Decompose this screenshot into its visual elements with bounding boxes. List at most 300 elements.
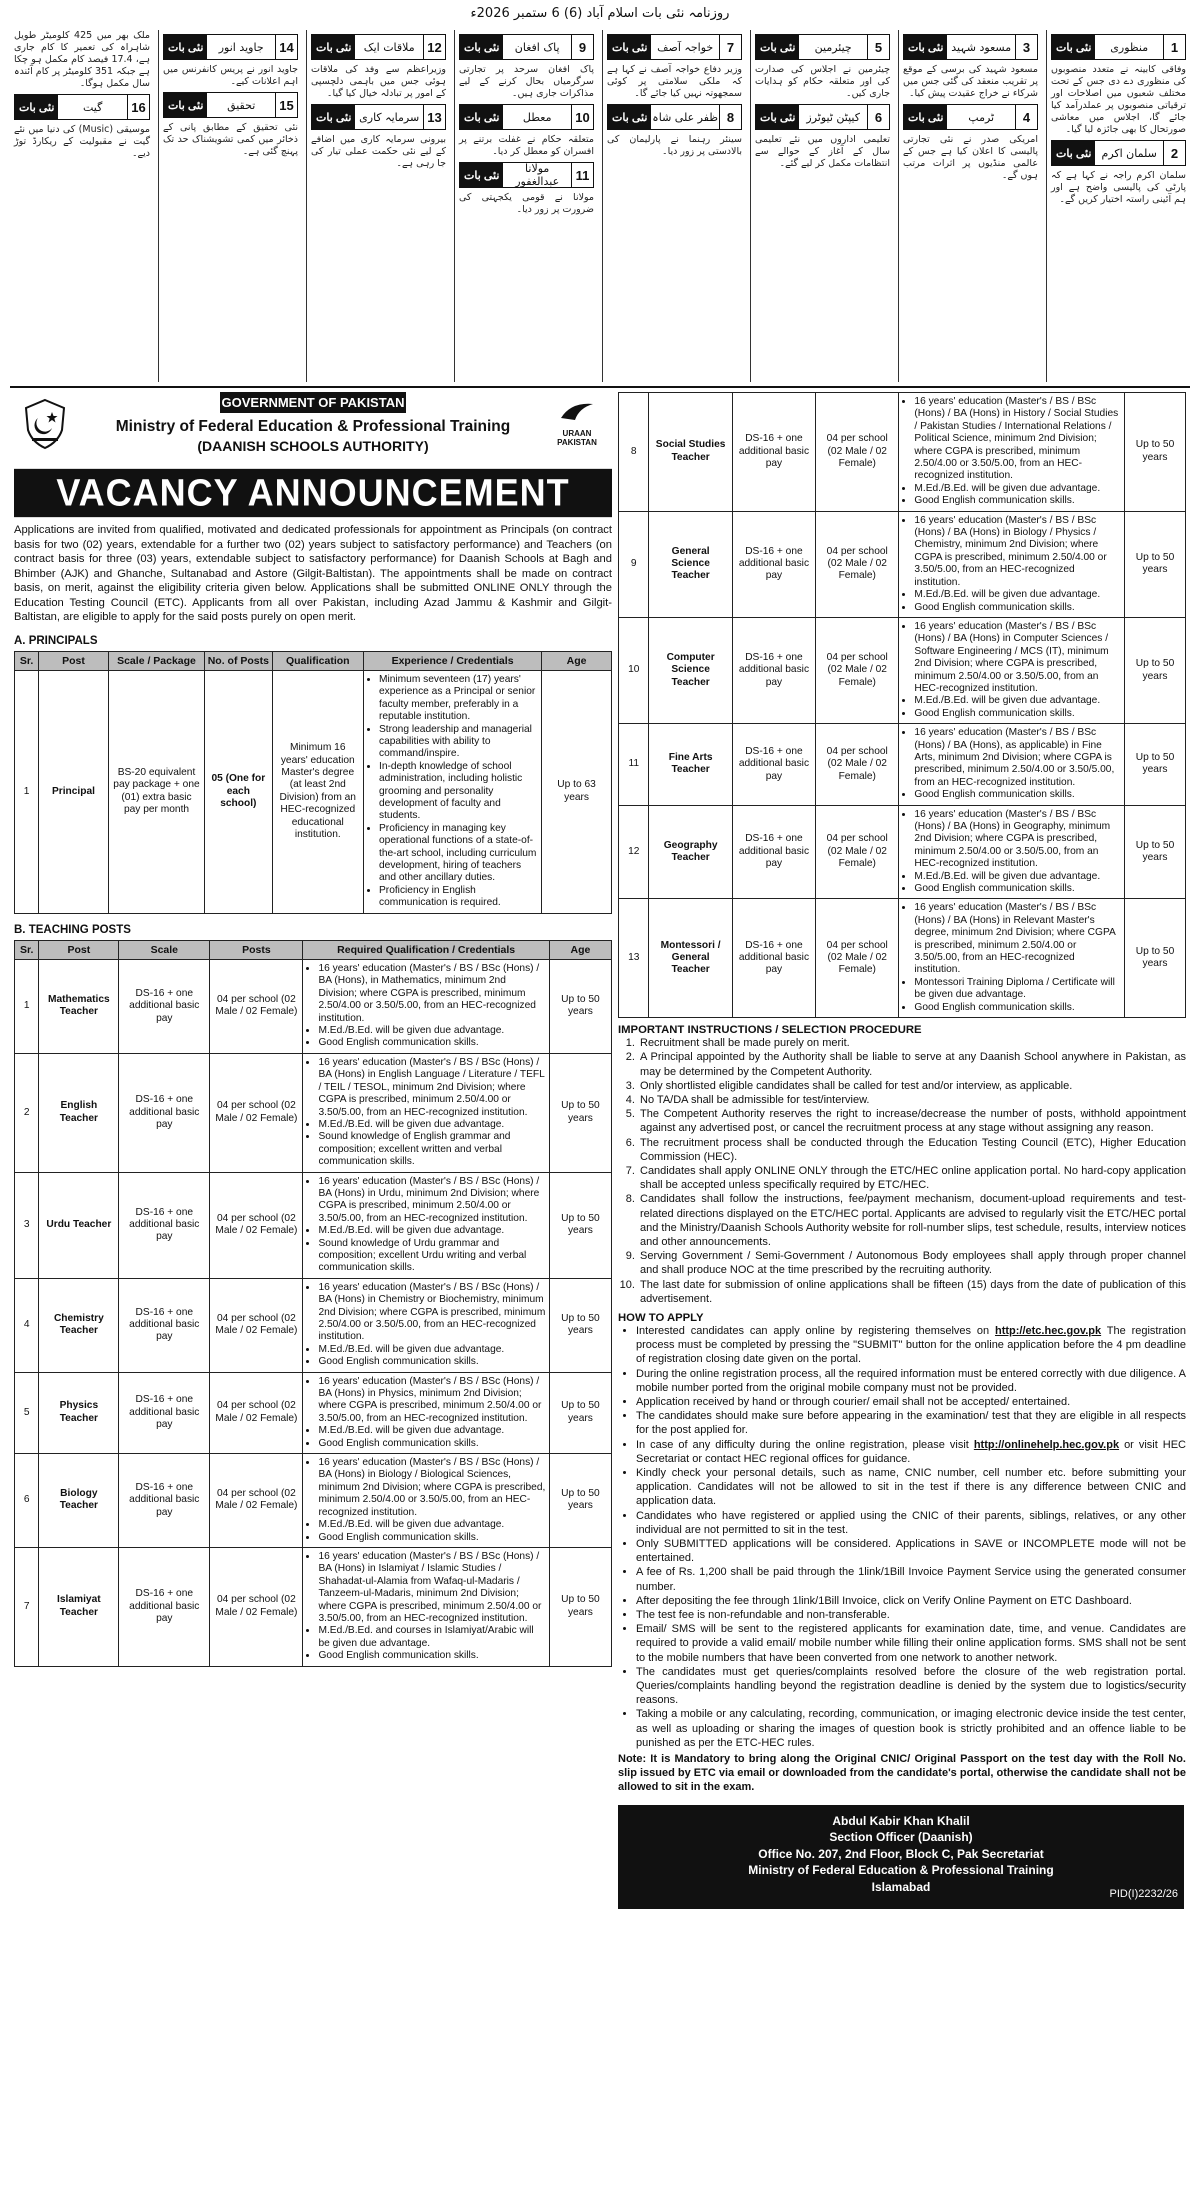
- news-item-number: 16: [127, 95, 149, 119]
- howto-item: • The candidates must get queries/complaints resolved before the closure of the web registration portal. Queries/complaints handling beyond the registration deadline is denied by the system due to logistics/security reasons.: [636, 1665, 1186, 1708]
- news-item-header: [607, 34, 742, 60]
- number-of-posts: 04 per school (02 Male / 02 Female): [816, 393, 899, 512]
- qualification-item: • M.Ed./B.Ed. will be given due advantage.: [318, 1344, 545, 1356]
- qualification-list: [306, 963, 545, 1050]
- qualification-cell: [899, 617, 1125, 723]
- pay-scale: BS-20 equivalent pay package + one (01) extra basic pay per month: [108, 670, 204, 913]
- section-divider: [10, 386, 1190, 388]
- instruction-item: 8. Candidates shall follow the instructions, fee/payment mechanism, document-upload requirements and test-related directions displayed on the ETC/HEC portal. Applicants are advised to regularly visit the ETC/HEC portal and the Ministry/Daanish Schools Authority website for roll-number slips, test schedule, results, interview notices and other announcements.: [638, 1192, 1186, 1249]
- age-limit: Up to 50 years: [1124, 393, 1185, 512]
- age-limit: Up to 63 years: [542, 670, 612, 913]
- age-limit: Up to 50 years: [1124, 724, 1185, 805]
- news-item-number: 9: [571, 35, 593, 59]
- news-item-header: [1051, 34, 1186, 60]
- ministry-name: Ministry of Federal Education & Professional Training: [115, 418, 511, 435]
- post-name: Computer Science Teacher: [649, 617, 732, 723]
- news-column: [306, 30, 450, 382]
- row-sr: 13: [619, 899, 649, 1018]
- table-row: [15, 670, 612, 913]
- news-item-text: بیرونی سرمایہ کاری میں اضافے کے لیے نئی حکمت عملی تیار کی جا رہی ہے۔: [311, 134, 446, 169]
- qualification-item: • Good English communication skills.: [318, 1438, 545, 1450]
- news-item-title: جاوید انور: [218, 40, 264, 54]
- news-item-text: امریکی صدر نے نئی تجارتی پالیسی کا اعلان کیا ہے جس کے عالمی منڈیوں پر اثرات مرتب ہوں گے۔: [903, 134, 1038, 181]
- qualification-item: • M.Ed./B.Ed. will be given due advantage.: [318, 1225, 545, 1237]
- qualification-cell: [899, 724, 1125, 805]
- post-name: General Science Teacher: [649, 511, 732, 617]
- qualification-item: • Good English communication skills.: [318, 1037, 545, 1049]
- table-row: [619, 899, 1186, 1018]
- pay-scale: DS-16 + one additional basic pay: [119, 1547, 210, 1666]
- row-sr: 9: [619, 511, 649, 617]
- number-of-posts: 04 per school (02 Male / 02 Female): [210, 1454, 303, 1548]
- qualification-item: • M.Ed./B.Ed. will be given due advantage.: [914, 589, 1121, 601]
- pid-number: PID(I)2232/26: [1109, 1888, 1178, 1901]
- news-kicker: نئی بات: [15, 95, 58, 119]
- post-name: Islamiyat Teacher: [39, 1547, 119, 1666]
- officer-name: Abdul Kabir Khan Khalil: [832, 1813, 970, 1828]
- age-limit: Up to 50 years: [1124, 899, 1185, 1018]
- qualification-cell: [303, 1454, 549, 1548]
- qualification-item: • 16 years' education (Master's / BS / BSc (Hons) / BA (Hons) in Biology / Physics / Chemistry, minimum 2nd Division; where CGPA is prescribed, minimum 2.50/4.00 or 3.50/5.00, from an HEC-recognized institution.: [914, 515, 1121, 589]
- news-item-header: [755, 104, 890, 130]
- news-item-number: 13: [423, 105, 445, 129]
- table-row: [15, 960, 612, 1054]
- row-sr: 12: [619, 805, 649, 899]
- row-sr: 8: [619, 393, 649, 512]
- newspaper-header: روزنامہ نئی بات اسلام آباد (6) 6 ستمبر 2026ء: [470, 6, 730, 21]
- news-item-header: [163, 34, 298, 60]
- howto-item: • Candidates who have registered or applied using the CNIC of their parents, siblings, relatives, or any other individual are not permitted to sit in the test.: [636, 1509, 1186, 1537]
- qualification-item: • Good English communication skills.: [318, 1356, 545, 1368]
- howto-title: HOW TO APPLY: [618, 1311, 704, 1324]
- number-of-posts: 04 per school (02 Male / 02 Female): [816, 899, 899, 1018]
- howto-item: • The test fee is non-refundable and non-transferable.: [636, 1608, 1186, 1622]
- signature-block: [618, 1805, 1184, 1909]
- age-limit: Up to 50 years: [549, 1547, 611, 1666]
- vacancy-advertisement: [14, 392, 1186, 2192]
- table-row: [619, 805, 1186, 899]
- howto-item: • Only SUBMITTED applications will be considered. Applications in SAVE or INCOMPLETE mode will not be entertained.: [636, 1537, 1186, 1565]
- qualification-item: • M.Ed./B.Ed. will be given due advantage.: [318, 1425, 545, 1437]
- number-of-posts: 04 per school (02 Male / 02 Female): [210, 1053, 303, 1172]
- column-header: Experience / Credentials: [364, 651, 542, 670]
- post-name: Social Studies Teacher: [649, 393, 732, 512]
- portal-link[interactable]: http://onlinehelp.hec.gov.pk: [973, 1438, 1120, 1451]
- news-item-title: ٹرمپ: [968, 110, 995, 124]
- qualification-item: • Good English communication skills.: [318, 1650, 545, 1662]
- qualification-item: • M.Ed./B.Ed. and courses in Islamiyat/Arabic will be given due advantage.: [318, 1625, 545, 1650]
- principals-title: A. PRINCIPALS: [14, 634, 98, 647]
- news-item-title: مسعود شہید: [951, 40, 1012, 54]
- ad-left-column: [14, 392, 612, 1667]
- qualification-item: • Good English communication skills.: [914, 883, 1121, 895]
- experience-item: • Strong leadership and managerial capabilities with ability to command/inspire.: [379, 724, 538, 761]
- howto-item: • A fee of Rs. 1,200 shall be paid through the 1link/1Bill Invoice Payment Service using the generated consumer number.: [636, 1565, 1186, 1593]
- howto-item: • During the online registration process, all the required information must be entered correctly with due diligence. A mobile number ported from the original mobile company must not be provided.: [636, 1367, 1186, 1395]
- news-column: [750, 30, 894, 382]
- row-sr: 10: [619, 617, 649, 723]
- news-item-header: [459, 162, 594, 188]
- qualification-list: [902, 727, 1121, 801]
- news-item-text: چیئرمین نے اجلاس کی صدارت کی اور متعلقہ حکام کو ہدایات جاری کیں۔: [755, 64, 890, 99]
- qualification-item: • 16 years' education (Master's / BS / BSc (Hons) / BA (Hons), in Mathematics, minimum 2nd Division; where CGPA is prescribed, minimum 2.50/4.00 or 3.50/5.00, from an HEC-recognized institution.: [318, 963, 545, 1025]
- column-header: Scale: [119, 940, 210, 959]
- instruction-item: 10. The last date for submission of online applications shall be fifteen (15) days from the date of publication of this advertisement.: [638, 1278, 1186, 1306]
- number-of-posts: 04 per school (02 Male / 02 Female): [210, 1278, 303, 1372]
- qualification-item: • Montessori Training Diploma / Certificate will be given due advantage.: [914, 977, 1121, 1002]
- news-item-number: 2: [1163, 141, 1185, 165]
- news-kicker: نئی بات: [904, 105, 947, 129]
- news-item-text: متعلقہ حکام نے غفلت برتنے پر افسران کو معطل کر دیا۔: [459, 134, 594, 157]
- news-item-header: [14, 94, 150, 120]
- news-kicker: نئی بات: [312, 35, 355, 59]
- instructions-list: [618, 1036, 1186, 1306]
- news-item-number: 1: [1163, 35, 1185, 59]
- news-item-title: ملاقات ایک: [363, 40, 415, 54]
- number-of-posts: 04 per school (02 Male / 02 Female): [210, 960, 303, 1054]
- news-item-number: 8: [719, 105, 741, 129]
- news-kicker: نئی بات: [164, 93, 207, 117]
- column-header: Age: [549, 940, 611, 959]
- qualification-list: [306, 1376, 545, 1450]
- qualification-list: [306, 1282, 545, 1369]
- mandatory-note: Note: It is Mandatory to bring along the Original CNIC/ Original Passport on the test day with the Roll No. slip issued by ETC via email or downloaded from the candidate's portal, otherwise the candidate shall not be allowed to sit in the exam.: [618, 1753, 1187, 1794]
- number-of-posts: 05 (One for each school): [205, 670, 272, 913]
- uraan-label: URAAN PAKISTAN: [557, 429, 597, 447]
- qualification-item: • Good English communication skills.: [914, 495, 1121, 507]
- qualification-item: • Sound knowledge of English grammar and composition; excellent written and verbal communication skills.: [318, 1131, 545, 1168]
- experience-item: • Proficiency in English communication is required.: [379, 885, 538, 910]
- qualification-cell: [899, 805, 1125, 899]
- qualification-item: • 16 years' education (Master's / BS / BSc (Hons) / BA (Hons) in History / Social Studies / Pakistan Studies / International Relations / Political Science, minimum 2nd Division; where CGPA is prescribed, minimum 2.50/4.00 or 3.50/5.00, from an HEC-recognized institution.: [914, 396, 1121, 483]
- column-header: Qualification: [272, 651, 363, 670]
- howto-item: • Interested candidates can apply online by registering themselves on http://etc.hec.gov.pk The registration process must be completed by pressing the "SUBMIT" button for the online application before the 4 pm deadline of registration closing date given on the portal.: [636, 1324, 1186, 1367]
- age-limit: Up to 50 years: [1124, 617, 1185, 723]
- row-sr: 7: [15, 1547, 39, 1666]
- number-of-posts: 04 per school (02 Male / 02 Female): [816, 805, 899, 899]
- qualification-item: • M.Ed./B.Ed. will be given due advantage.: [318, 1519, 545, 1531]
- row-sr: 1: [15, 960, 39, 1054]
- news-item-header: [607, 104, 742, 130]
- qualification-cell: [303, 1053, 549, 1172]
- news-column: [1046, 30, 1190, 382]
- qualification-item: • M.Ed./B.Ed. will be given due advantage.: [318, 1025, 545, 1037]
- post-name: Mathematics Teacher: [39, 960, 119, 1054]
- row-sr: 6: [15, 1454, 39, 1548]
- news-item-number: 7: [719, 35, 741, 59]
- row-sr: 5: [15, 1372, 39, 1453]
- row-sr: 2: [15, 1053, 39, 1172]
- news-item-header: [311, 104, 446, 130]
- number-of-posts: 04 per school (02 Male / 02 Female): [210, 1547, 303, 1666]
- post-name: English Teacher: [39, 1053, 119, 1172]
- signature-city: Islamabad: [871, 1879, 931, 1894]
- howto-list: [618, 1324, 1186, 1750]
- post-name: Urdu Teacher: [39, 1172, 119, 1278]
- ad-header: [14, 392, 612, 462]
- news-item-number: 4: [1015, 105, 1037, 129]
- news-kicker: نئی بات: [608, 35, 651, 59]
- news-kicker: نئی بات: [756, 35, 799, 59]
- howto-item: • After depositing the fee through 1link/1Bill Invoice, click on Verify Online Payment on ETC Dashboard.: [636, 1594, 1186, 1608]
- column-header: Post: [39, 940, 119, 959]
- qualification-item: • 16 years' education (Master's / BS / BSc (Hons) / BA (Hons) in Islamiyat / Islamic Studies / Shahadat-ul-Alamia from Wafaq-ul-Madaris / Tanzeem-ul-Madaris, minimum 2nd Division; where CGPA is prescribed, minimum 2.50/4.00 or 3.50/5.00, from an HEC-recognized institution.: [318, 1551, 545, 1625]
- authority-name: (DAANISH SCHOOLS AUTHORITY): [197, 438, 429, 454]
- number-of-posts: 04 per school (02 Male / 02 Female): [816, 724, 899, 805]
- news-item-text: وزیراعظم سے وفد کی ملاقات ہوئی جس میں باہمی دلچسپی کے امور پر تبادلہ خیال کیا گیا۔: [311, 64, 446, 99]
- news-item-number: 10: [571, 105, 593, 129]
- number-of-posts: 04 per school (02 Male / 02 Female): [210, 1372, 303, 1453]
- age-limit: Up to 50 years: [549, 1053, 611, 1172]
- officer-designation: Section Officer (Daanish): [829, 1830, 973, 1845]
- column-header: Sr.: [15, 651, 39, 670]
- news-column: [10, 30, 154, 382]
- age-limit: Up to 50 years: [549, 1278, 611, 1372]
- qualification-item: • 16 years' education (Master's / BS / BSc (Hons) / BA (Hons) in Urdu, minimum 2nd Division; where CGPA is prescribed, minimum 2.50/4.00 or 3.50/5.00, from an HEC-recognized institution.: [318, 1176, 545, 1226]
- news-item-title: معطل: [522, 110, 552, 124]
- news-kicker: نئی بات: [312, 105, 355, 129]
- news-item-number: 3: [1015, 35, 1037, 59]
- news-item-title: گیت: [83, 100, 103, 114]
- news-item-title: پاک افغان: [514, 40, 560, 54]
- qualification-cell: [303, 960, 549, 1054]
- number-of-posts: 04 per school (02 Male / 02 Female): [816, 511, 899, 617]
- qualification-item: • M.Ed./B.Ed. will be given due advantage.: [914, 871, 1121, 883]
- instruction-item: 1. Recruitment shall be made purely on merit.: [638, 1036, 1186, 1050]
- table-row: [619, 724, 1186, 805]
- column-header: Posts: [210, 940, 303, 959]
- news-item-title: ظفر علی شاہ: [652, 110, 719, 124]
- news-item-title: چیئرمین: [814, 40, 852, 54]
- news-item-title: منظوری: [1110, 40, 1149, 54]
- ad-right-column: [618, 392, 1186, 1909]
- qualification-item: • 16 years' education (Master's / BS / BSc (Hons) / BA (Hons) in Chemistry or Biochemistry, minimum 2nd Division; where CGPA is prescribed, minimum 2.50/4.00 or 3.50/5.00, from an HEC-recognized institution.: [318, 1282, 545, 1344]
- howto-item: • The candidates should make sure before appearing in the examination/ test that they are eligible in all respects for the post applied for.: [636, 1409, 1186, 1437]
- qualification-item: • Good English communication skills.: [914, 789, 1121, 801]
- howto-item: • Email/ SMS will be sent to the registered applicants for examination date, time, and venue. Candidates are required to provide a valid email/ mobile number while filling their online application forms. SMS shall not be sent to the mobile numbers that have been converted from one network to another network.: [636, 1622, 1186, 1665]
- table-row: [15, 1278, 612, 1372]
- qualification-item: • Good English communication skills.: [318, 1532, 545, 1544]
- instruction-item: 3. Only shortlisted eligible candidates shall be called for test and/or interview, as applicable.: [638, 1079, 1186, 1093]
- age-limit: Up to 50 years: [1124, 805, 1185, 899]
- pay-scale: DS-16 + one additional basic pay: [732, 393, 815, 512]
- qualification-item: • Good English communication skills.: [914, 602, 1121, 614]
- vacancy-banner: VACANCY ANNOUNCEMENT: [14, 469, 612, 517]
- table-row: [619, 511, 1186, 617]
- pay-scale: DS-16 + one additional basic pay: [732, 724, 815, 805]
- qualification-cell: [303, 1372, 549, 1453]
- news-item-title: کیپٹن ٹیوٹرز: [806, 110, 860, 124]
- news-item-header: [1051, 140, 1186, 166]
- age-limit: Up to 50 years: [549, 1172, 611, 1278]
- qualification-cell: [899, 899, 1125, 1018]
- pay-scale: DS-16 + one additional basic pay: [119, 1372, 210, 1453]
- news-item-title: مولانا عبدالغفور: [515, 162, 560, 188]
- qualification-item: • 16 years' education (Master's / BS / BSc (Hons) / BA (Hons), as applicable) in Fine Arts, minimum 2nd Division; where CGPA is prescribed, minimum 2.50/4.00 or 3.50/5.00, from an HEC-recognized institution.: [914, 727, 1121, 789]
- experience-item: • Minimum seventeen (17) years' experience as a Principal or senior faculty member, preferably in a reputable institution.: [379, 674, 538, 724]
- column-header: Post: [39, 651, 109, 670]
- experience-cell: [364, 670, 542, 913]
- qualification-cell: [303, 1278, 549, 1372]
- qualification-list: [902, 902, 1121, 1014]
- howto-item: • Kindly check your personal details, such as name, CNIC number, cell number etc. before submitting your application. Candidates will not be allowed to sit in the test if there is any difference between CNIC and application data.: [636, 1466, 1186, 1509]
- news-item-text: سلمان اکرم راجہ نے کہا ہے کہ پارٹی کی پالیسی واضح ہے اور ہم آئینی راستہ اختیار کریں گے۔: [1051, 170, 1186, 205]
- qualification-item: • 16 years' education (Master's / BS / BSc (Hons) / BA (Hons) in English Language / Literature / TEFL / TEIL / TESOL, minimum 2nd Division; where CGPA is prescribed, minimum 2.50/4.00 or 3.50/5.00, from an HEC-recognized institution.: [318, 1057, 545, 1119]
- instruction-item: 4. No TA/DA shall be admissible for test/interview.: [638, 1093, 1186, 1107]
- news-item-header: [163, 92, 298, 118]
- government-label: GOVERNMENT OF PAKISTAN: [220, 392, 406, 413]
- experience-item: • In-depth knowledge of school administration, including holistic grooming and personality development of faculty and students.: [379, 761, 538, 823]
- pay-scale: DS-16 + one additional basic pay: [119, 1172, 210, 1278]
- instruction-item: 7. Candidates shall apply ONLINE ONLY through the ETC/HEC online application portal. No hard-copy application shall be accepted unless specifically required by ETC/HEC.: [638, 1164, 1186, 1192]
- news-kicker: نئی بات: [608, 105, 651, 129]
- qualification-cell: [303, 1547, 549, 1666]
- post-name: Chemistry Teacher: [39, 1278, 119, 1372]
- qualification-item: • Sound knowledge of Urdu grammar and composition; excellent Urdu writing and verbal communication skills.: [318, 1238, 545, 1275]
- news-item-title: سرمایہ کاری: [359, 110, 420, 124]
- news-kicker: نئی بات: [1052, 35, 1095, 59]
- qualification-item: • 16 years' education (Master's / BS / BSc (Hons) / BA (Hons) in Computer Sciences / Software Engineering / MCS (IT), minimum 2nd Division; where CGPA is prescribed, minimum 2.50/4.00 or 3.50/5.00, from an HEC-recognized institution.: [914, 621, 1121, 695]
- news-item-text: ملک بھر میں 425 کلومیٹر طویل شاہراہ کی تعمیر کا کام جاری ہے، 17.4 فیصد کام مکمل ہو چکا ہے جبکہ 351 کلومیٹر پر کام آئندہ سال مکمل ہوگا۔: [14, 30, 151, 89]
- news-item-text: مولانا نے قومی یکجہتی کی ضرورت پر زور دیا۔: [459, 192, 594, 215]
- qualification-cell: [303, 1172, 549, 1278]
- news-kicker: نئی بات: [164, 35, 207, 59]
- column-header: Age: [542, 651, 612, 670]
- qualification-item: • 16 years' education (Master's / BS / BSc (Hons) / BA (Hons) in Geography, minimum 2nd Division; where CGPA is prescribed, minimum 2.50/4.00 or 3.50/5.00, from an HEC-recognized institution.: [914, 809, 1121, 871]
- row-sr: 1: [15, 670, 39, 913]
- pay-scale: DS-16 + one additional basic pay: [119, 1053, 210, 1172]
- table-row: [15, 1547, 612, 1666]
- qualification-list: [306, 1457, 545, 1544]
- qualification-item: • 16 years' education (Master's / BS / BSc (Hons) / BA (Hons) in Physics, minimum 2nd Division; where CGPA is prescribed, minimum 2.50/4.00 or 3.50/5.00, from an HEC-recognized institution.: [318, 1376, 545, 1426]
- pay-scale: DS-16 + one additional basic pay: [119, 960, 210, 1054]
- number-of-posts: 04 per school (02 Male / 02 Female): [816, 617, 899, 723]
- age-limit: Up to 50 years: [1124, 511, 1185, 617]
- news-item-header: [903, 104, 1038, 130]
- news-item-number: 15: [275, 93, 297, 117]
- qualification-list: [902, 515, 1121, 614]
- news-item-text: وفاقی کابینہ نے متعدد منصوبوں کی منظوری دے دی جس کے تحت مختلف شعبوں میں اصلاحات اور ترقیاتی منصوبوں پر عملدرآمد کیا جائے گا، اجلاس میں معاشی صورتحال کا بھی جائزہ لیا گیا۔: [1051, 64, 1186, 135]
- news-item-number: 14: [275, 35, 297, 59]
- row-sr: 11: [619, 724, 649, 805]
- signature-ministry: Ministry of Federal Education & Professional Training: [748, 1863, 1054, 1878]
- news-item-header: [459, 104, 594, 130]
- news-column: [602, 30, 746, 382]
- news-item-text: سینئر رہنما نے پارلیمان کی بالادستی پر زور دیا۔: [607, 134, 742, 157]
- teaching-table-left: [14, 940, 612, 1667]
- portal-link[interactable]: http://etc.hec.gov.pk: [994, 1324, 1102, 1337]
- urdu-news-strip: [10, 30, 1190, 382]
- intro-paragraph: Applications are invited from qualified, motivated and dedicated professionals for appointment as Principals (on contract basis for two (02) years, extendable for a further two (02) years subject to satisfactory performance) and Teachers (on contract basis for three (03) years, extendable subject to satisfactory performance) for Daanish Schools at Bagh and Bhimber (AJK) and Ghanche, Sultanabad and Astore (Gilgit-Baltistan). The appointments shall be made on contract basis, on merit, against the eligibility criteria given below. Applications shall be submitted ONLINE ONLY through the Education Testing Council (ETC). Applicants from all over Pakistan, including Azad Jammu & Kashmir and Gilgit-Baltistan, are eligible to apply for the said posts purely on open merit.: [14, 524, 612, 623]
- pay-scale: DS-16 + one additional basic pay: [119, 1278, 210, 1372]
- news-item-number: 11: [571, 163, 593, 187]
- qualification-list: [306, 1176, 545, 1275]
- news-item-number: 12: [423, 35, 445, 59]
- qualification-list: [306, 1057, 545, 1169]
- news-kicker: نئی بات: [756, 105, 799, 129]
- qualification-item: • 16 years' education (Master's / BS / BSc (Hons) / BA (Hons) in Relevant Master's degree, minimum 2nd Division; where CGPA is prescribed, minimum 2.50/4.00 or 3.50/5.00, from an HEC-recognized institution.: [914, 902, 1121, 976]
- news-item-number: 6: [867, 105, 889, 129]
- office-address: Office No. 207, 2nd Floor, Block C, Pak Secretariat: [758, 1846, 1044, 1861]
- table-row: [15, 1372, 612, 1453]
- table-row: [619, 393, 1186, 512]
- pay-scale: DS-16 + one additional basic pay: [732, 617, 815, 723]
- news-kicker: نئی بات: [460, 163, 503, 187]
- news-column: [898, 30, 1042, 382]
- post-name: Biology Teacher: [39, 1454, 119, 1548]
- qualification-item: • M.Ed./B.Ed. will be given due advantage.: [318, 1119, 545, 1131]
- news-column: [454, 30, 598, 382]
- pay-scale: DS-16 + one additional basic pay: [732, 511, 815, 617]
- row-sr: 4: [15, 1278, 39, 1372]
- qualification-item: • M.Ed./B.Ed. will be given due advantage.: [914, 695, 1121, 707]
- qualification-item: • M.Ed./B.Ed. will be given due advantage.: [914, 483, 1121, 495]
- number-of-posts: 04 per school (02 Male / 02 Female): [210, 1172, 303, 1278]
- teaching-table-right: [618, 392, 1186, 1018]
- table-row: [15, 1454, 612, 1548]
- news-column: [158, 30, 302, 382]
- news-item-title: سلمان اکرم: [1101, 146, 1157, 160]
- pay-scale: DS-16 + one additional basic pay: [732, 899, 815, 1018]
- post-name: Geography Teacher: [649, 805, 732, 899]
- instruction-item: 5. The Competent Authority reserves the right to increase/decrease the number of posts, withhold appointment against any advertised post, or cancel the recruitment process at any stage without assigning any reason.: [638, 1107, 1186, 1135]
- howto-item: • Application received by hand or through courier/ email shall not be accepted/ entertained.: [636, 1395, 1186, 1409]
- news-kicker: نئی بات: [460, 35, 503, 59]
- news-item-title: تحقیق: [227, 98, 256, 112]
- column-header: Required Qualification / Credentials: [303, 940, 549, 959]
- column-header: Scale / Package: [108, 651, 204, 670]
- qualification-cell: [899, 393, 1125, 512]
- news-item-text: پاک افغان سرحد پر تجارتی سرگرمیاں بحال کرنے کے لیے مذاکرات جاری ہیں۔: [459, 64, 594, 99]
- instructions-title: IMPORTANT INSTRUCTIONS / SELECTION PROCEDURE: [618, 1024, 922, 1037]
- qualification-item: • Good English communication skills.: [914, 1002, 1121, 1014]
- age-limit: Up to 50 years: [549, 1372, 611, 1453]
- age-limit: Up to 50 years: [549, 960, 611, 1054]
- pay-scale: DS-16 + one additional basic pay: [732, 805, 815, 899]
- principals-table: [14, 651, 612, 914]
- uraan-bird-icon: [557, 400, 597, 424]
- qualification-item: • 16 years' education (Master's / BS / BSc (Hons) / BA (Hons) in Biology / Biological Sciences, minimum 2nd Division; where CGPA is prescribed, minimum 2.50/4.00 or 3.50/5.00, from an HEC-recognized institution.: [318, 1457, 545, 1519]
- column-header: Sr.: [15, 940, 39, 959]
- instruction-item: 2. A Principal appointed by the Authority shall be liable to serve at any Daanish School anywhere in Pakistan, as may be determined by the Competent Authority.: [638, 1050, 1186, 1078]
- qualification-item: • Good English communication skills.: [914, 708, 1121, 720]
- news-item-number: 5: [867, 35, 889, 59]
- teaching-title: B. TEACHING POSTS: [14, 923, 131, 936]
- news-item-header: [311, 34, 446, 60]
- table-row: [15, 1053, 612, 1172]
- news-item-header: [903, 34, 1038, 60]
- instruction-item: 6. The recruitment process shall be conducted through the Education Testing Council (ETC), Higher Education Commission (HEC).: [638, 1136, 1186, 1164]
- state-emblem-icon: [22, 398, 68, 450]
- instruction-item: 9. Serving Government / Semi-Government / Autonomous Body employees shall apply through proper channel and shall produce NOC at the time prescribed by the recruiting authority.: [638, 1249, 1186, 1277]
- post-name: Fine Arts Teacher: [649, 724, 732, 805]
- news-item-text: نئی تحقیق کے مطابق پانی کے ذخائر میں کمی تشویشناک حد تک پہنچ گئی ہے۔: [163, 122, 298, 157]
- pay-scale: DS-16 + one additional basic pay: [119, 1454, 210, 1548]
- news-item-title: خواجہ آصف: [657, 40, 714, 54]
- post-name: Montessori / General Teacher: [649, 899, 732, 1018]
- news-item-text: موسیقی (Music) کی دنیا میں نئے گیت نے مقبولیت کے ریکارڈ توڑ دیے۔: [14, 124, 150, 159]
- news-item-text: وزیر دفاع خواجہ آصف نے کہا ہے کہ ملکی سلامتی پر کوئی سمجھوتہ نہیں کیا جائے گا۔: [607, 64, 742, 99]
- news-item-header: [459, 34, 594, 60]
- qualification-list: [902, 621, 1121, 720]
- news-item-text: تعلیمی اداروں میں نئے تعلیمی سال کے آغاز کے حوالے سے انتظامات مکمل کر لیے گئے۔: [755, 134, 890, 169]
- news-item-text: مسعود شہید کی برسی کے موقع پر تقریب منعقد کی گئی جس میں شرکاء نے خراج عقیدت پیش کیا۔: [903, 64, 1038, 99]
- post-name: Principal: [39, 670, 109, 913]
- qualification-list: [902, 809, 1121, 896]
- news-kicker: نئی بات: [1052, 141, 1095, 165]
- news-kicker: نئی بات: [460, 105, 503, 129]
- qualification-list: [902, 396, 1121, 508]
